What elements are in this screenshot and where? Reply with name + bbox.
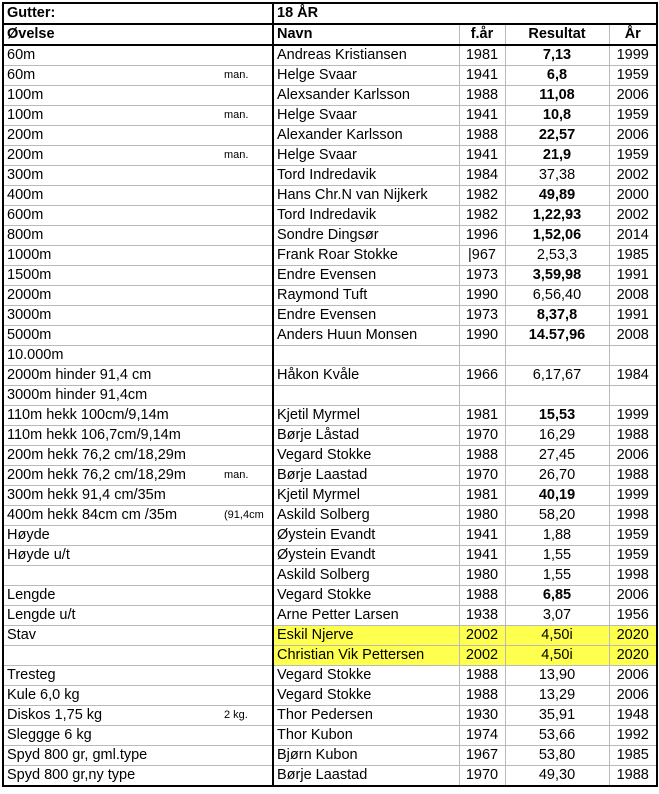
- name-cell: Thor Kubon: [273, 726, 459, 746]
- records-table: [2, 2, 658, 787]
- event-cell: 110m hekk 100cm/9,14m: [3, 406, 221, 426]
- birth-year-cell: 1974: [459, 726, 505, 746]
- year-cell: 1992: [609, 726, 657, 746]
- event-cell: [3, 646, 221, 666]
- name-cell: Thor Pedersen: [273, 706, 459, 726]
- birth-year-cell: 1980: [459, 566, 505, 586]
- year-cell: 2006: [609, 586, 657, 606]
- note-cell: [221, 406, 273, 426]
- birth-year-cell: 1930: [459, 706, 505, 726]
- result-cell: 3,07: [505, 606, 609, 626]
- year-cell: 1999: [609, 486, 657, 506]
- year-cell: [609, 346, 657, 366]
- event-cell: 200m: [3, 126, 221, 146]
- table-row: [3, 526, 657, 546]
- event-cell: Spyd 800 gr, gml.type: [3, 746, 221, 766]
- name-cell: Tord Indredavik: [273, 166, 459, 186]
- birth-year-cell: 1988: [459, 86, 505, 106]
- name-cell: [273, 386, 459, 406]
- event-cell: 2000m: [3, 286, 221, 306]
- year-cell: 1959: [609, 526, 657, 546]
- birth-year-cell: 1966: [459, 366, 505, 386]
- note-cell: [221, 426, 273, 446]
- event-cell: Diskos 1,75 kg: [3, 706, 221, 726]
- note-cell: [221, 446, 273, 466]
- birth-year-cell: 1982: [459, 186, 505, 206]
- event-cell: 60m: [3, 45, 221, 66]
- note-cell: [221, 746, 273, 766]
- result-cell: 27,45: [505, 446, 609, 466]
- event-cell: Spyd 800 gr,ny type: [3, 766, 221, 787]
- result-cell: [505, 346, 609, 366]
- result-cell: 1,88: [505, 526, 609, 546]
- name-cell: Arne Petter Larsen: [273, 606, 459, 626]
- event-cell: 400m hekk 84cm cm /35m: [3, 506, 221, 526]
- event-cell: 400m: [3, 186, 221, 206]
- year-cell: 2006: [609, 126, 657, 146]
- result-cell: 6,56,40: [505, 286, 609, 306]
- name-cell: Anders Huun Monsen: [273, 326, 459, 346]
- table-row: [3, 246, 657, 266]
- result-cell: 14.57,96: [505, 326, 609, 346]
- year-cell: 1988: [609, 466, 657, 486]
- year-cell: 2020: [609, 646, 657, 666]
- table-row: [3, 166, 657, 186]
- note-cell: [221, 566, 273, 586]
- name-cell: Eskil Njerve: [273, 626, 459, 646]
- result-cell: 58,20: [505, 506, 609, 526]
- note-cell: man.: [221, 146, 273, 166]
- year-cell: 1988: [609, 766, 657, 787]
- year-cell: 2020: [609, 626, 657, 646]
- result-cell: 4,50i: [505, 626, 609, 646]
- note-cell: [221, 726, 273, 746]
- header-row: [3, 24, 657, 45]
- event-cell: Lengde u/t: [3, 606, 221, 626]
- year-cell: 1999: [609, 406, 657, 426]
- event-cell: Tresteg: [3, 666, 221, 686]
- name-cell: Øystein Evandt: [273, 546, 459, 566]
- birth-year-cell: 1973: [459, 306, 505, 326]
- table-row: [3, 586, 657, 606]
- name-cell: Endre Evensen: [273, 266, 459, 286]
- note-cell: [221, 126, 273, 146]
- table-row: [3, 766, 657, 787]
- year-cell: 2002: [609, 206, 657, 226]
- table-row: [3, 606, 657, 626]
- name-cell: Frank Roar Stokke: [273, 246, 459, 266]
- name-cell: Raymond Tuft: [273, 286, 459, 306]
- table-row: [3, 486, 657, 506]
- event-cell: [3, 566, 221, 586]
- birth-year-cell: 1981: [459, 406, 505, 426]
- table-row: [3, 566, 657, 586]
- result-cell: 16,29: [505, 426, 609, 446]
- table-row: [3, 146, 657, 166]
- table-row: [3, 666, 657, 686]
- birth-year-cell: 1970: [459, 426, 505, 446]
- table-row: [3, 366, 657, 386]
- event-cell: 3000m hinder 91,4cm: [3, 386, 221, 406]
- year-cell: 1984: [609, 366, 657, 386]
- table-row: [3, 406, 657, 426]
- result-cell: 10,8: [505, 106, 609, 126]
- result-cell: 1,55: [505, 566, 609, 586]
- event-cell: 300m: [3, 166, 221, 186]
- birth-year-cell: 1938: [459, 606, 505, 626]
- event-cell: 200m hekk 76,2 cm/18,29m: [3, 446, 221, 466]
- table-row: [3, 626, 657, 646]
- note-cell: [221, 246, 273, 266]
- name-cell: Børje Laastad: [273, 766, 459, 787]
- birth-year-cell: 1988: [459, 446, 505, 466]
- table-row: [3, 45, 657, 66]
- birth-year-cell: 1988: [459, 586, 505, 606]
- table-row: [3, 86, 657, 106]
- note-cell: [221, 486, 273, 506]
- birth-year-cell: 1990: [459, 286, 505, 306]
- event-cell: Lengde: [3, 586, 221, 606]
- note-cell: [221, 666, 273, 686]
- table-row: [3, 206, 657, 226]
- event-cell: 5000m: [3, 326, 221, 346]
- birth-year-cell: 1981: [459, 486, 505, 506]
- result-cell: 53,66: [505, 726, 609, 746]
- birth-year-cell: 1941: [459, 66, 505, 86]
- event-cell: 3000m: [3, 306, 221, 326]
- event-cell: 110m hekk 106,7cm/9,14m: [3, 426, 221, 446]
- name-header: Navn: [273, 24, 459, 45]
- result-cell: 26,70: [505, 466, 609, 486]
- note-cell: [221, 226, 273, 246]
- result-cell: 53,80: [505, 746, 609, 766]
- birth-year-header: f.år: [459, 24, 505, 45]
- section-label: Gutter:: [3, 3, 273, 24]
- event-cell: 200m: [3, 146, 221, 166]
- event-cell: 800m: [3, 226, 221, 246]
- birth-year-cell: 1981: [459, 45, 505, 66]
- name-cell: Vegard Stokke: [273, 666, 459, 686]
- year-cell: [609, 386, 657, 406]
- event-cell: Høyde u/t: [3, 546, 221, 566]
- year-cell: 2014: [609, 226, 657, 246]
- year-cell: 1991: [609, 306, 657, 326]
- table-row: [3, 686, 657, 706]
- name-cell: Andreas Kristiansen: [273, 45, 459, 66]
- table-row: [3, 126, 657, 146]
- event-cell: 60m: [3, 66, 221, 86]
- result-cell: 1,22,93: [505, 206, 609, 226]
- note-cell: [221, 266, 273, 286]
- result-cell: 49,89: [505, 186, 609, 206]
- name-cell: Kjetil Myrmel: [273, 486, 459, 506]
- note-cell: [221, 386, 273, 406]
- table-row: [3, 326, 657, 346]
- year-cell: 2002: [609, 166, 657, 186]
- event-cell: 600m: [3, 206, 221, 226]
- birth-year-cell: 1941: [459, 106, 505, 126]
- birth-year-cell: 1980: [459, 506, 505, 526]
- note-cell: [221, 286, 273, 306]
- year-cell: 2006: [609, 446, 657, 466]
- name-cell: Vegard Stokke: [273, 686, 459, 706]
- year-cell: 1985: [609, 746, 657, 766]
- result-cell: 6,85: [505, 586, 609, 606]
- year-cell: 1998: [609, 566, 657, 586]
- name-cell: Helge Svaar: [273, 66, 459, 86]
- result-cell: 22,57: [505, 126, 609, 146]
- table-row: [3, 506, 657, 526]
- table-body: [3, 3, 657, 786]
- name-cell: Øystein Evandt: [273, 526, 459, 546]
- table-row: [3, 746, 657, 766]
- result-cell: 3,59,98: [505, 266, 609, 286]
- name-cell: Alexsander Karlsson: [273, 86, 459, 106]
- year-cell: 1948: [609, 706, 657, 726]
- year-cell: 2006: [609, 666, 657, 686]
- note-cell: [221, 646, 273, 666]
- title-row: [3, 3, 657, 24]
- event-cell: Sleggge 6 kg: [3, 726, 221, 746]
- note-cell: (91,4cm: [221, 506, 273, 526]
- note-cell: [221, 526, 273, 546]
- name-cell: Sondre Dingsør: [273, 226, 459, 246]
- note-cell: [221, 546, 273, 566]
- result-cell: 6,8: [505, 66, 609, 86]
- name-cell: Tord Indredavik: [273, 206, 459, 226]
- note-cell: [221, 86, 273, 106]
- table-row: [3, 346, 657, 366]
- result-cell: 35,91: [505, 706, 609, 726]
- year-cell: 2006: [609, 86, 657, 106]
- name-cell: Christian Vik Pettersen: [273, 646, 459, 666]
- birth-year-cell: 1982: [459, 206, 505, 226]
- birth-year-cell: 1941: [459, 146, 505, 166]
- year-cell: 1988: [609, 426, 657, 446]
- result-cell: 13,29: [505, 686, 609, 706]
- name-cell: Askild Solberg: [273, 506, 459, 526]
- name-cell: Hans Chr.N van Nijkerk: [273, 186, 459, 206]
- event-cell: 10.000m: [3, 346, 221, 366]
- name-cell: Kjetil Myrmel: [273, 406, 459, 426]
- result-cell: 6,17,67: [505, 366, 609, 386]
- event-cell: 100m: [3, 106, 221, 126]
- result-cell: 4,50i: [505, 646, 609, 666]
- result-cell: 37,38: [505, 166, 609, 186]
- event-cell: Stav: [3, 626, 221, 646]
- table-row: [3, 546, 657, 566]
- result-cell: 1,55: [505, 546, 609, 566]
- name-cell: Askild Solberg: [273, 566, 459, 586]
- birth-year-cell: 1988: [459, 686, 505, 706]
- result-cell: [505, 386, 609, 406]
- note-cell: man.: [221, 466, 273, 486]
- result-cell: 15,53: [505, 406, 609, 426]
- name-cell: Helge Svaar: [273, 106, 459, 126]
- table-row: [3, 466, 657, 486]
- result-cell: 11,08: [505, 86, 609, 106]
- event-cell: 300m hekk 91,4 cm/35m: [3, 486, 221, 506]
- birth-year-cell: 1970: [459, 766, 505, 787]
- event-cell: 1500m: [3, 266, 221, 286]
- note-cell: man.: [221, 106, 273, 126]
- year-cell: 1991: [609, 266, 657, 286]
- birth-year-cell: 2002: [459, 626, 505, 646]
- result-cell: 49,30: [505, 766, 609, 787]
- note-cell: [221, 686, 273, 706]
- birth-year-cell: 1941: [459, 526, 505, 546]
- table-row: [3, 426, 657, 446]
- birth-year-cell: 1996: [459, 226, 505, 246]
- table-row: [3, 106, 657, 126]
- event-cell: Høyde: [3, 526, 221, 546]
- year-cell: 1999: [609, 45, 657, 66]
- note-cell: [221, 766, 273, 787]
- year-cell: 1959: [609, 66, 657, 86]
- name-cell: Børje Låstad: [273, 426, 459, 446]
- year-cell: 1956: [609, 606, 657, 626]
- note-cell: [221, 626, 273, 646]
- table-row: [3, 66, 657, 86]
- birth-year-cell: 1990: [459, 326, 505, 346]
- result-cell: 13,90: [505, 666, 609, 686]
- result-cell: 21,9: [505, 146, 609, 166]
- event-cell: 2000m hinder 91,4 cm: [3, 366, 221, 386]
- year-cell: 1998: [609, 506, 657, 526]
- birth-year-cell: 1988: [459, 126, 505, 146]
- event-cell: 200m hekk 76,2 cm/18,29m: [3, 466, 221, 486]
- note-cell: [221, 366, 273, 386]
- year-cell: 1959: [609, 546, 657, 566]
- table-row: [3, 446, 657, 466]
- name-cell: Børje Laastad: [273, 466, 459, 486]
- table-row: [3, 646, 657, 666]
- result-cell: 1,52,06: [505, 226, 609, 246]
- note-cell: 2 kg.: [221, 706, 273, 726]
- year-header: År: [609, 24, 657, 45]
- birth-year-cell: [459, 346, 505, 366]
- event-header: Øvelse: [3, 24, 273, 45]
- note-cell: [221, 606, 273, 626]
- note-cell: [221, 206, 273, 226]
- name-cell: Vegard Stokke: [273, 586, 459, 606]
- birth-year-cell: 2002: [459, 646, 505, 666]
- year-cell: 2000: [609, 186, 657, 206]
- event-cell: 1000m: [3, 246, 221, 266]
- name-cell: Håkon Kvåle: [273, 366, 459, 386]
- birth-year-cell: 1970: [459, 466, 505, 486]
- age-group-label: 18 ÅR: [273, 3, 657, 24]
- birth-year-cell: 1941: [459, 546, 505, 566]
- birth-year-cell: 1988: [459, 666, 505, 686]
- result-cell: 40,19: [505, 486, 609, 506]
- table-row: [3, 286, 657, 306]
- table-row: [3, 266, 657, 286]
- note-cell: [221, 166, 273, 186]
- note-cell: [221, 586, 273, 606]
- year-cell: 2008: [609, 326, 657, 346]
- note-cell: [221, 326, 273, 346]
- year-cell: 1959: [609, 106, 657, 126]
- birth-year-cell: [459, 386, 505, 406]
- note-cell: [221, 186, 273, 206]
- table-row: [3, 226, 657, 246]
- name-cell: Endre Evensen: [273, 306, 459, 326]
- table-row: [3, 706, 657, 726]
- note-cell: [221, 346, 273, 366]
- result-cell: 2,53,3: [505, 246, 609, 266]
- birth-year-cell: 1973: [459, 266, 505, 286]
- event-cell: Kule 6,0 kg: [3, 686, 221, 706]
- year-cell: 1985: [609, 246, 657, 266]
- result-header: Resultat: [505, 24, 609, 45]
- birth-year-cell: |967: [459, 246, 505, 266]
- note-cell: [221, 45, 273, 66]
- result-cell: 8,37,8: [505, 306, 609, 326]
- table-row: [3, 386, 657, 406]
- result-cell: 7,13: [505, 45, 609, 66]
- table-row: [3, 306, 657, 326]
- year-cell: 2006: [609, 686, 657, 706]
- table-row: [3, 726, 657, 746]
- name-cell: Bjørn Kubon: [273, 746, 459, 766]
- name-cell: Helge Svaar: [273, 146, 459, 166]
- birth-year-cell: 1984: [459, 166, 505, 186]
- year-cell: 1959: [609, 146, 657, 166]
- year-cell: 2008: [609, 286, 657, 306]
- name-cell: [273, 346, 459, 366]
- name-cell: Alexander Karlsson: [273, 126, 459, 146]
- table-row: [3, 186, 657, 206]
- birth-year-cell: 1967: [459, 746, 505, 766]
- note-cell: man.: [221, 66, 273, 86]
- note-cell: [221, 306, 273, 326]
- event-cell: 100m: [3, 86, 221, 106]
- name-cell: Vegard Stokke: [273, 446, 459, 466]
